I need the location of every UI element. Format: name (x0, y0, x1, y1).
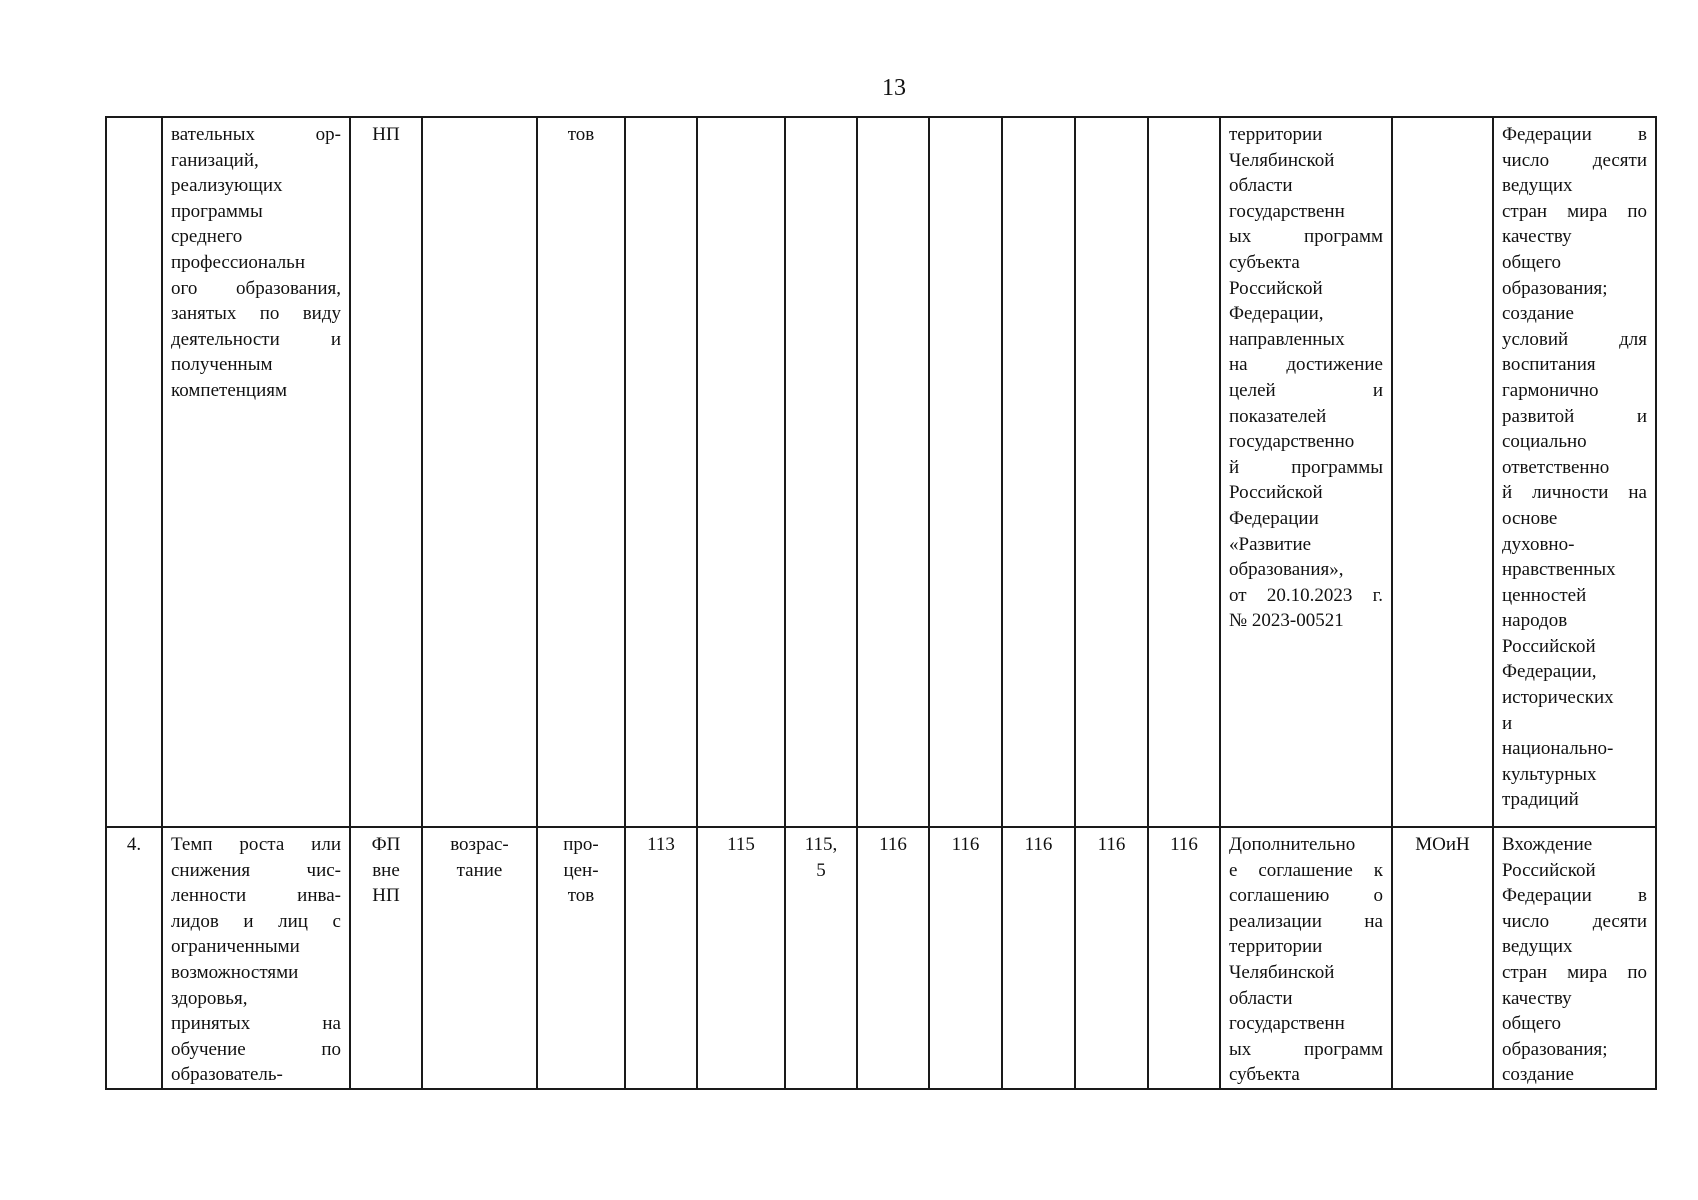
cell-line: воспитания (1502, 354, 1596, 376)
cell-line: возрас- (450, 834, 509, 855)
cell-line: целей и (1229, 379, 1383, 401)
cell-line: ганизаций, (171, 149, 259, 171)
cell-line: деятельности и (171, 328, 341, 350)
cell-line: создание (1502, 303, 1574, 325)
indicators-table (105, 116, 1657, 1090)
cell-line: Федерации в (1502, 885, 1647, 907)
cell-line: 116 (1024, 834, 1053, 855)
cell-line: полученным (171, 354, 273, 376)
cell-line: реализации на (1229, 910, 1383, 932)
indicator-value (929, 117, 1002, 827)
cell-line: народов (1502, 610, 1568, 632)
cell-line: стран мира по (1502, 961, 1647, 983)
cell-line: субъекта (1229, 251, 1300, 273)
cell-line: соглашению о (1229, 885, 1383, 907)
cell-line: создание (1502, 1064, 1574, 1086)
cell-line: 115, (804, 834, 838, 855)
row-number (106, 117, 162, 827)
cell-line: Темп роста или (171, 834, 341, 855)
cell-line: государственно (1229, 431, 1355, 453)
cell-line: Российской (1229, 482, 1323, 504)
cell-line: Российской (1502, 635, 1596, 657)
indicator-value (1075, 827, 1148, 1089)
cell-line: тание (456, 859, 503, 881)
cell-line: культурных (1502, 763, 1597, 785)
cell-line: 115 (727, 834, 755, 855)
cell-line: Челябинской (1229, 961, 1335, 983)
cell-line: ых программ (1229, 226, 1383, 248)
cell-line: традиций (1502, 789, 1579, 811)
cell-line: духовно- (1502, 533, 1575, 555)
cell-line: ведущих (1502, 175, 1573, 197)
indicator-value (697, 117, 785, 827)
cell-line: развитой и (1502, 405, 1647, 427)
cell-line: области (1229, 987, 1293, 1009)
cell-line: обучение по (171, 1038, 341, 1060)
indicator-name (162, 117, 350, 827)
cell-line: образования; (1502, 1038, 1608, 1060)
cell-line: вне (372, 859, 400, 881)
cell-line: ведущих (1502, 936, 1573, 958)
cell-line: ых программ (1229, 1038, 1383, 1060)
indicator-direction (422, 117, 537, 827)
cell-line: стран мира по (1502, 200, 1647, 222)
row-number: 4. (106, 827, 162, 1089)
national-goal (1493, 117, 1656, 827)
cell-line: субъекта (1229, 1064, 1300, 1086)
cell-line: 116 (1097, 834, 1126, 855)
indicator-unit (537, 117, 625, 827)
cell-line: ценностей (1502, 584, 1587, 606)
cell-line: Федерации (1229, 507, 1319, 529)
cell-line: гармонично (1502, 379, 1599, 401)
page-number: 13 (882, 75, 906, 101)
basis-document (1220, 827, 1392, 1089)
indicator-value (1075, 117, 1148, 827)
cell-line: Вхождение (1502, 834, 1593, 855)
indicator-unit (537, 827, 625, 1089)
cell-line: 116 (1170, 834, 1198, 855)
table-row (106, 117, 1656, 827)
cell-line: среднего (171, 226, 243, 248)
cell-line: исторических (1502, 687, 1614, 709)
indicator-value (857, 117, 929, 827)
cell-line: про- (563, 834, 599, 855)
cell-line: компетенциям (171, 379, 288, 401)
cell-line: число десяти (1502, 149, 1647, 171)
cell-line: общего (1502, 1013, 1562, 1035)
cell-line: образования», (1229, 559, 1344, 581)
cell-line: программы (171, 200, 263, 222)
responsible-body (1392, 117, 1493, 827)
cell-line: качеству (1502, 987, 1572, 1009)
cell-line: государственн (1229, 200, 1345, 222)
cell-line: образования; (1502, 277, 1608, 299)
cell-line: направленных (1229, 328, 1345, 350)
cell-line: й личности на (1502, 482, 1647, 504)
cell-line: Дополнительно (1229, 834, 1356, 855)
indicator-value (785, 117, 857, 827)
cell-line: от 20.10.2023 г. (1229, 584, 1383, 606)
cell-line: образователь- (171, 1064, 283, 1086)
indicator-value (857, 827, 929, 1089)
cell-line: возможностями (171, 961, 299, 983)
cell-line: на достижение (1229, 354, 1383, 376)
indicator-direction (422, 827, 537, 1089)
indicator-value (929, 827, 1002, 1089)
indicator-value (1148, 827, 1220, 1089)
indicator-value (1002, 117, 1075, 827)
cell-line: показателей (1229, 405, 1327, 427)
indicator-name (162, 827, 350, 1089)
cell-line: ФП (371, 834, 401, 855)
indicator-level (350, 827, 422, 1089)
cell-line: лидов и лиц с (171, 910, 341, 932)
indicator-value (1002, 827, 1075, 1089)
cell-line: 116 (879, 834, 907, 855)
cell-line: занятых по виду (171, 303, 341, 325)
indicator-value (625, 117, 697, 827)
cell-line: территории (1229, 936, 1323, 958)
indicator-value (1148, 117, 1220, 827)
cell-line: Челябинской (1229, 149, 1335, 171)
indicator-level (350, 117, 422, 827)
cell-line: № 2023-00521 (1229, 610, 1344, 632)
cell-line: области (1229, 175, 1293, 197)
cell-line: Федерации в (1502, 124, 1647, 145)
cell-line: нравственных (1502, 559, 1616, 581)
cell-line: государственн (1229, 1013, 1345, 1035)
cell-line: е соглашение к (1229, 859, 1383, 881)
cell-line: социально (1502, 431, 1587, 453)
responsible-body: МОиН (1392, 827, 1493, 1089)
cell-line: территории (1229, 124, 1323, 145)
cell-line: основе (1502, 507, 1558, 529)
cell-line: качеству (1502, 226, 1572, 248)
basis-document (1220, 117, 1392, 827)
cell-line: «Развитие (1229, 533, 1312, 555)
cell-line: вательных ор- (171, 124, 341, 145)
cell-line: ограниченными (171, 936, 300, 958)
cell-line: 113 (647, 834, 675, 855)
cell-line: НП (372, 124, 400, 145)
indicator-value (785, 827, 857, 1089)
cell-line: 5 (816, 859, 826, 881)
cell-line: ого образования, (171, 277, 341, 299)
cell-line: реализующих (171, 175, 283, 197)
cell-line: тов (567, 124, 595, 145)
cell-line: Федерации, (1229, 303, 1324, 325)
indicator-value (625, 827, 697, 1089)
national-goal (1493, 827, 1656, 1089)
cell-line: условий для (1502, 328, 1647, 350)
cell-line: здоровья, (171, 987, 248, 1009)
cell-line: принятых на (171, 1013, 341, 1035)
cell-line: национально- (1502, 738, 1614, 760)
cell-line: й программы (1229, 456, 1383, 478)
cell-line: ответственно (1502, 456, 1610, 478)
table-row (106, 827, 1656, 1089)
cell-line: число десяти (1502, 910, 1647, 932)
cell-line: НП (372, 885, 400, 907)
cell-line: общего (1502, 251, 1562, 273)
cell-line: Российской (1502, 859, 1596, 881)
cell-line: цен- (563, 859, 599, 881)
cell-line: Российской (1229, 277, 1323, 299)
cell-line: ленности инва- (171, 885, 341, 907)
cell-line: Федерации, (1502, 661, 1597, 683)
cell-line: профессиональн (171, 251, 306, 273)
cell-line: и (1502, 712, 1513, 734)
indicator-value (697, 827, 785, 1089)
cell-line: 116 (951, 834, 980, 855)
cell-line: тов (567, 885, 595, 907)
cell-line: снижения чис- (171, 859, 341, 881)
